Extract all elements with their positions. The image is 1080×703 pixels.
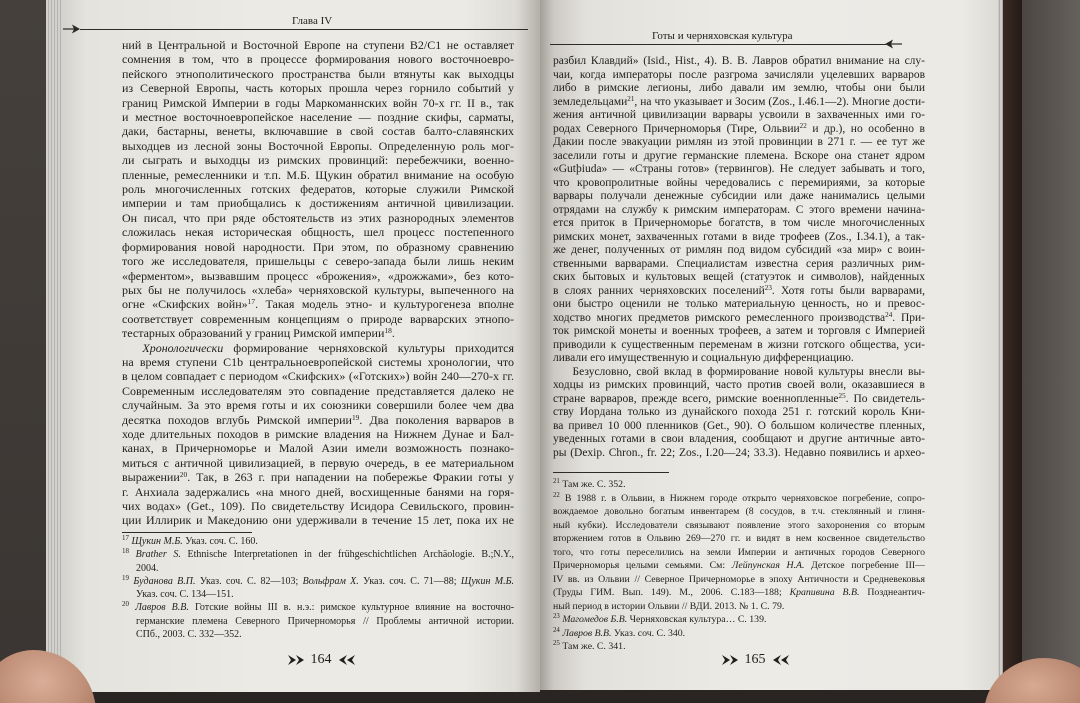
footnote-ref: 20 [179,470,188,480]
running-head-text: Готы и черняховская культура [652,30,793,42]
footnote-ref: 25 [838,391,846,400]
text-line: ется приток в Причерноморье богатств, в том числе многочисленных [553,217,925,229]
footnote [553,627,925,641]
text-line: ходе длительных походов в римские владения на Нижнем Дунае и Бал- [122,426,514,441]
footnote-line [553,559,925,573]
text-run: Там же. С. 341. [562,641,626,652]
page-number [700,650,810,670]
footnote-line [553,546,925,560]
footnote-line [553,519,925,533]
text-line: Он писал, что при ряде обстоятельств из этих разнородных элементов [122,210,514,225]
footnote-line [122,601,514,614]
book-cover [1000,0,1022,696]
footnote-number: 21 [553,478,560,486]
text-line: же денег, полученных от римлян под видом субсидий «за мир» с воин- [553,244,925,256]
text-line: ли сыграть и выходцы из римских провинций: перебежчики, военно- [122,153,514,168]
footnote-line [553,505,925,519]
text-line [122,341,514,355]
text-line: пленные, ремесленники и т.п. М.Б. Щукин обратил внимание на особую [122,167,514,182]
footnote-number: 23 [553,613,560,621]
text-run: вторжением готов в Ольвию 269—270 гг. и видят в нем косвенное свидетельство [553,533,925,544]
body-text [553,55,925,460]
footnote [553,492,925,614]
footnote [553,478,925,492]
text-line: сложилась некая историческая общность, шел процесс постепенного [122,225,514,240]
footnote [122,575,514,602]
ornament-icon [337,654,355,666]
text-line [553,312,925,326]
text-line: из Северной Европы, часть которых прошла через горнило событий у [122,81,514,96]
header-rule [550,44,886,45]
text-line [122,297,514,311]
footnote-line [553,600,925,614]
italic-text: Хронологически [142,340,224,355]
footnote-ref: 19 [351,412,360,422]
footnote-line [553,627,925,641]
text-line: на время ступени C1b центральноевропейской системы хронологии, что [122,354,514,369]
text-line: приводили к существенным переменам в жизни готского общества, уси- [553,338,925,351]
text-run: . Два поколения варваров в [359,412,514,427]
text-line [553,285,925,299]
text-line: сомнения в том, что в процессе формирования нового восточноевро- [122,52,514,67]
text-line: рых бы не получилось «хлеба» черняховской культуры, выпеченного на [122,282,514,297]
footnote-ref: 23 [764,283,772,292]
text-line: чих водах» (Get., 109). По свидетельству Исидора Севильского, провин- [122,499,514,513]
footnote-number: 19 [122,574,129,583]
text-run: Ethnische Interpretationen in der frühgeschichtlichen Archäologie. B.;N.Y., [180,549,515,561]
footnote-line [122,575,514,588]
footnote-number: 18 [122,547,129,556]
text-run: Детское погребение III— [804,560,925,571]
text-line: ний в Центральной и Восточной Европе на ступени B2/C1 не оставляет [122,38,514,52]
text-line [122,470,514,484]
text-run: Готские войны III в. н.э.: римское культурное влияние на восточно- [188,602,515,614]
text-run: , на что указывает и Зосим (Zos., I.46.1—2). Многие дости- [634,95,925,108]
italic-text: Магомедов Б.В. [562,614,628,625]
footnote-line [553,532,925,546]
text-line [553,393,925,407]
text-run: Там же. С. 352. [562,479,626,490]
text-run: ный кубки). Исследователи связывают появление этого захоронения со вторым [553,519,925,531]
text-line: выходцев из лесной зоны Восточной Европы. Определенную роль мог- [122,138,514,153]
body-text [122,38,514,528]
text-line: ственными варварами. Специалистам известна серия различных рим- [553,257,925,270]
text-line: Безусловно, свой вклад в формирование новой культуры внесли вы- [572,365,925,378]
text-run: в слоях ранних черняховских поселений [553,284,765,297]
text-line: даки, бастарны, венеты, включавшие в свой состав балто-славянских [122,124,514,139]
text-line: ва привел 10 000 пленников (Get., 90). О большом количестве пленных, [553,419,925,432]
italic-text: Лавров В.В. [562,627,612,639]
footnote-line [553,573,925,587]
text-line: ских бытовых и культовых вещей (статуэток и символов), найденных [553,271,925,283]
footnote-line [553,492,925,506]
text-run: Указ. соч. С. 71—88; [358,575,461,587]
text-run: огне «Скифских войн» [122,297,248,312]
page-number [266,650,376,670]
text-run: выражении [122,470,180,485]
text-line: границ Римской Империи в годы Маркоманнских войн 70-х гг. II в., так [122,95,514,110]
footnote-line [122,535,514,548]
footnote-ref: 21 [627,94,635,103]
text-line: Дакии после эвакуации римлян из этой провинции в 271 г. — ее тут же [553,136,925,148]
text-line: пейского этнополитического пространства были втянуты как выходцы [122,66,514,81]
text-run: и др.), но особенно в [806,122,925,135]
footnotes [122,535,514,641]
text-line: и местное восточноевропейское население — поздние скифы, сарматы, [122,110,514,125]
footnote-ref: 22 [799,121,807,130]
text-line: ству Иордана только из дунайского похода 251 г. готский король Кни- [553,406,925,418]
text-run: вождаемое довольно богатым инвентарем (8 сосудов, в т.ч. стеклянный и глиня- [553,506,925,517]
text-line: ток римской монеты и военных трофеев, а затем и торговля с Империей [553,325,925,337]
text-run: . При- [892,311,925,324]
text-run: Черняховская культура… С. 139. [627,614,767,625]
text-run: В 1988 г. в Ольвии, в Нижнем городе открыто черняховское погребение, сопро- [564,492,925,504]
footnote-line [553,586,925,600]
text-run: (Труды ГИМ. Вып. 149). М., 2006. С.183—188; [553,587,790,598]
footnote-line [122,615,514,628]
text-line: отрядами на службу к римским императорам. С этого времени начина- [553,203,925,216]
footnote-line [553,613,925,627]
footnote-number: 24 [553,626,560,634]
italic-text: Лейпунская Н.А. [731,560,805,571]
text-line: ливали его имущественную и социальную дифференциацию. [553,352,854,364]
text-run: . По свидетель- [845,392,925,405]
text-run: Причерноморья целыми семьями. См: [553,560,732,571]
text-run: того, что готы переселились на земли Империи и античных городов Северного [553,546,925,558]
text-line: г. Анхиала задержались «на много дней, восхищенные банями на горя- [122,484,514,499]
text-run: земледельцами [553,95,628,108]
footnote-line [553,478,925,492]
footnote-ref: 24 [885,310,893,319]
italic-text: Вольфрам Х. [302,575,359,587]
text-run: . [391,326,395,341]
italic-text: Brather S. [135,549,181,561]
footnote-line [122,628,514,641]
ornament-icon [63,23,81,35]
text-line: Современным исследователям это совпадение представляется далеко не [122,383,514,398]
footnote-ref: 18 [384,326,392,336]
text-line [122,326,514,340]
footnote [122,535,514,548]
footnote-ref: 17 [247,297,256,307]
text-line: соответствует современным концепциям о природе варварских этнопо- [122,311,514,326]
text-line: миться с античной цивилизацией, в первую очередь, в ее материальном [122,455,514,470]
text-run: IV вв. из Ольвии // Северное Причерноморье в эпоху Античности и Средневековья [553,573,925,585]
footnote [553,613,925,627]
text-line: жения античной цивилизации варвары усвоили в захваченных ими го- [553,109,925,121]
text-run: стране варваров, прежде всего, римские военнопленные [553,392,839,405]
footnote-rule [122,532,252,533]
text-run: ный период в истории Ольвии // ВДИ. 2013. № 1. С. 79. [553,600,785,612]
ornament-icon [722,654,740,666]
text-line [553,96,925,110]
text-line: ры (Dexip. Chron., fr. 22; Zos., I.20—24; 33.3). Недавно появились и архео- [553,446,925,459]
footnote-rule [553,472,669,473]
footnote [122,548,514,575]
text-line: они быстро оценили не только материальную ценность, но и превос- [553,298,925,310]
text-line: «Gutþiuda» — «Страны готов» (тервингов). Не следует забывать и того, [553,163,925,175]
italic-text: Буданова В.П. [133,575,196,587]
text-line: либо в римские легионы, либо давали им землю, чтобы они были [553,82,925,94]
text-line: канах, в Причерноморье и Малой Азии имели возможность познако- [122,441,514,456]
text-run: . Так, в 263 г. при нападении на побережье Фракии готы у [187,470,514,485]
text-line: варвары получали денежные субсидии или даже нанимались целыми [553,190,925,202]
text-run: 2004. [136,562,159,574]
page-number-text: 164 [310,652,332,667]
text-line: разбил Клавдий» (Isid., Hist., 4). В. В. Лавров обратил внимание на слу- [553,55,925,67]
ornament-icon [288,654,306,666]
text-line: заселили готы и другие германские племена. Вскоре она станет ядром [553,149,925,162]
header-rule [80,29,528,30]
italic-text: Щукин М.Б. [460,575,514,587]
text-line: римских монет, захваченных готами в виде трофеев (Zos., I.34.1), а так- [553,230,925,243]
text-line: формирования новой народности. При этом, по образному сравнению [122,239,514,254]
text-run: СПб., 2003. С. 332—352. [136,629,242,641]
text-run: тестарных образований у границ Римской империи [122,326,385,341]
footnote [122,601,514,641]
text-run: родах Северного Причерноморья (Тире, Ольвии [553,122,800,135]
text-line: чаи, когда императоры после разгрома зачисляли уцелевших варваров [553,68,925,81]
text-run: десятка походов вглубь Римской империи [122,412,352,427]
text-line [553,123,925,137]
footnotes [553,478,925,654]
text-run: германские племена Северного Причерноморья // Проблемы античной истории. [136,615,514,627]
running-head-text: Глава IV [292,15,333,27]
italic-text: Щукин М.Б. [131,536,183,547]
text-line: империи и там приобщались к достижениям античной цивилизации. [122,196,514,211]
text-run: формирование черняховской культуры приходится [223,340,514,355]
text-line: роль многочисленных готских федератов, которые служили Римской [122,182,514,197]
text-line: случайным. За это время готы и их союзники совершили более чем два [122,398,514,413]
ornament-icon [884,38,902,50]
text-line: уведенных готами в свои владения, сообщают и другие античные авто- [553,433,925,445]
text-line: ходцы из римских провинций, часто против своей воли, оказавшиеся в [553,379,925,391]
footnote-line [122,562,514,575]
text-run: . Такая модель этно- и культурогенеза вполне [255,297,514,312]
text-line: в целом совпадает с периодом «Скифских» («Готских») войн 240—270-х гг. [122,369,514,384]
text-run: Указ. соч. С. 160. [182,536,258,547]
text-run: ходство многих предметов римского ремесленного производства [553,311,886,324]
ornament-icon [771,654,789,666]
text-run: Указ. соч. С. 340. [611,627,686,639]
text-line [122,413,514,427]
footnote-line [122,548,514,561]
footnote-number: 17 [122,534,129,543]
text-run: Указ. соч. С. 134—151. [136,589,234,601]
footnote-number: 25 [553,640,560,648]
text-run: Указ. соч. С. 82—103; [195,575,303,587]
text-run: Позднеантич- [859,587,926,598]
italic-text: Крапивина В.В. [789,587,860,598]
footnote-line [122,588,514,601]
italic-text: Лавров В.В. [135,602,189,614]
text-line: того же исследователя, пришельцы с северо-запада были лишь неким [122,254,514,269]
background [1018,0,1080,703]
footnote-number: 20 [122,600,129,609]
text-run: . Хотя готы были варварами, [771,284,925,297]
text-line: ции Иллирик и Македонию они удерживали в течение 15 лет, пока их не [122,513,514,528]
footnote-number: 22 [553,491,560,499]
page-number-text: 165 [744,652,766,667]
text-line: «ферментом», вызвавшим процесс «брожения», «дрожжами», без кото- [122,268,514,283]
text-line: что кровопролитные войны чередовались с перемириями, за которые [553,176,925,189]
